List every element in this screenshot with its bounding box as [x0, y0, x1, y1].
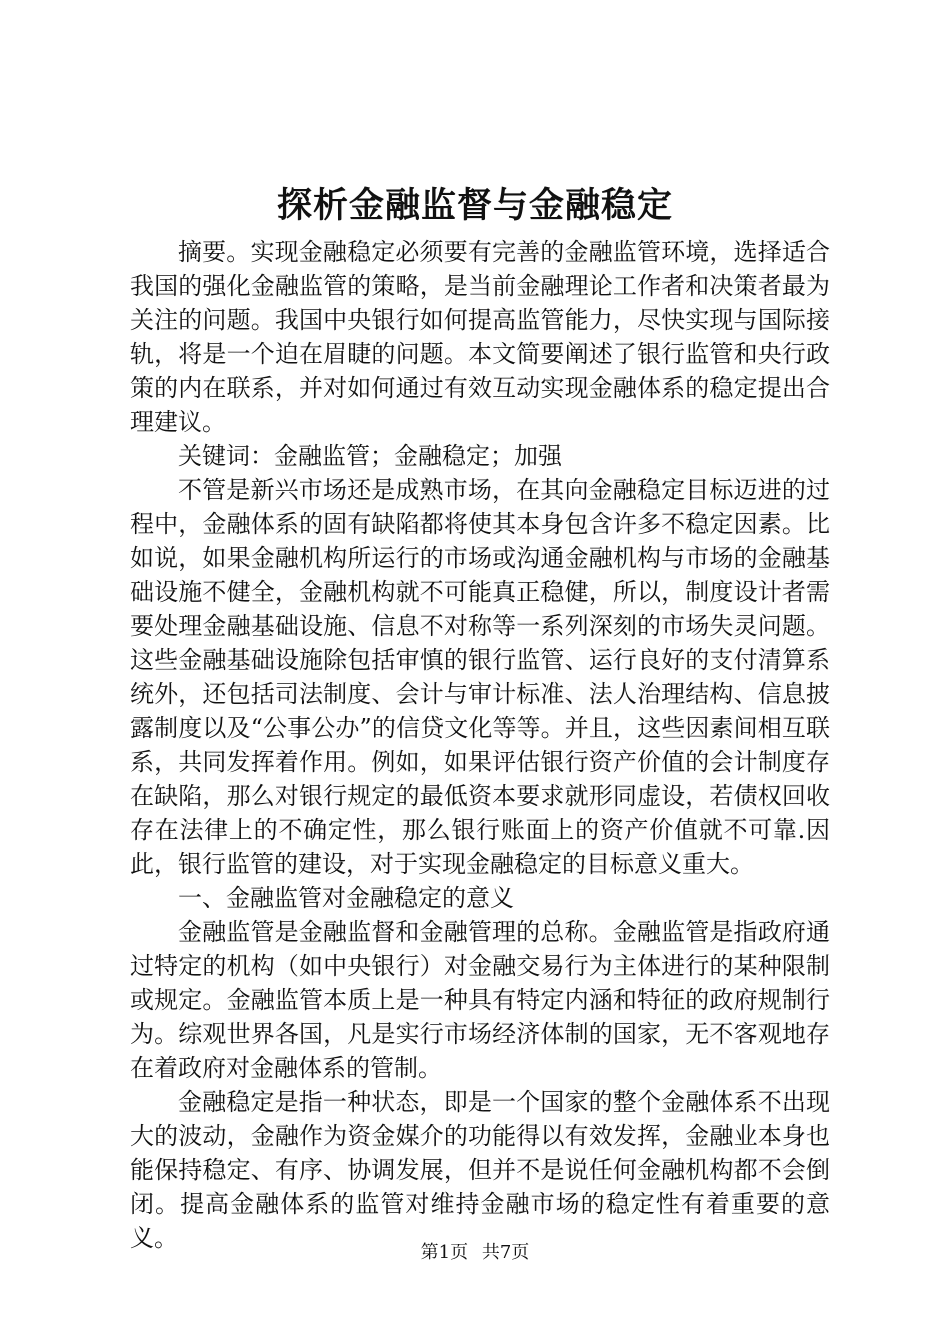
keywords-paragraph: 关键词：金融监管；金融稳定；加强 — [178, 442, 562, 470]
document-title: 探析金融监督与金融稳定 — [276, 185, 673, 226]
document-body — [130, 235, 830, 1255]
page-footer — [0, 1240, 950, 1266]
body-paragraph: 金融稳定是指一种状态，即是一个国家的整个金融体系不出现大的波动，金融作为资金媒介的功能得以有效发挥，金融业本身也能保持稳定、有序、协调发展，但并不是说任何金融机构都不会倒闭。提高金融体系的监管对维持金融市场的稳定性有着重要的意义。 — [130, 1088, 830, 1252]
body-paragraph: 不管是新兴市场还是成熟市场，在其向金融稳定目标迈进的过程中，金融体系的固有缺陷都将使其本身包含许多不稳定因素。比如说，如果金融机构所运行的市场或沟通金融机构与市场的金融基础设施不健全，金融机构就不可能真正稳健，所以，制度设计者需要处理金融基础设施、信息不对称等一系列深刻的市场失灵问题。这些金融基础设施除包括审慎的银行监管、运行良好的支付清算系统外，还包括司法制度、会计与审计标准、法人治理结构、信息披露制度以及“公事公办”的信贷文化等等。并且，这些因素间相互联系，共同发挥着作用。例如，如果评估银行资产价值的会计制度存在缺陷，那么对银行规定的最低资本要求就形同虚设，若债权回收存在法律上的不确定性，那么银行账面上的资产价值就不可靠.因此，银行监管的建设，对于实现金融稳定的目标意义重大。 — [130, 476, 830, 878]
page-total: 共7页 — [481, 1242, 530, 1263]
abstract-paragraph: 摘要。实现金融稳定必须要有完善的金融监管环境，选择适合我国的强化金融监管的策略，是当前金融理论工作者和决策者最为关注的问题。我国中央银行如何提高监管能力，尽快实现与国际接轨，将是一个迫在眉睫的问题。本文简要阐述了银行监管和央行政策的内在联系，并对如何通过有效互动实现金融体系的稳定提出合理建议。 — [130, 238, 830, 436]
body-paragraph: 金融监管是金融监督和金融管理的总称。金融监管是指政府通过特定的机构（如中央银行）对金融交易行为主体进行的某种限制或规定。金融监管本质上是一种具有特定内涵和特征的政府规制行为。综观世界各国，凡是实行市场经济体制的国家，无不客观地存在着政府对金融体系的管制。 — [130, 918, 830, 1082]
section-heading: 一、金融监管对金融稳定的意义 — [178, 884, 514, 912]
page-number: 第1页 — [420, 1242, 469, 1263]
